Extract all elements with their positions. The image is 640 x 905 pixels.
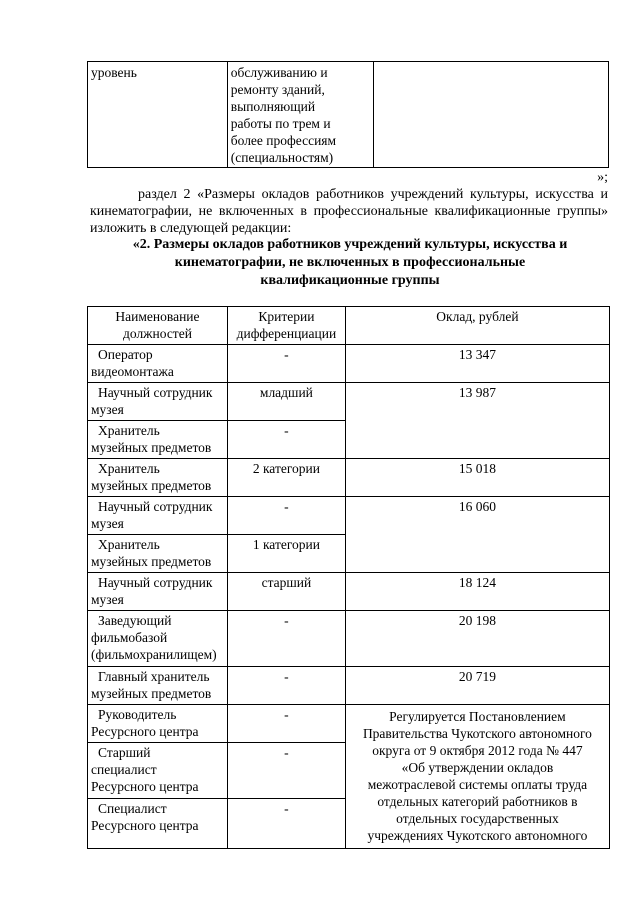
cell-criteria: - <box>227 345 345 383</box>
table-row <box>88 62 609 168</box>
cell-name: Руководитель Ресурсного центра <box>88 705 228 743</box>
table-row <box>88 611 610 667</box>
cell-name: Оператор видеомонтажа <box>88 345 228 383</box>
table-row <box>88 383 610 421</box>
table-row <box>88 705 610 743</box>
cell-salary: 18 124 <box>345 573 609 611</box>
amendment-paragraph: раздел 2 «Размеры окладов работников учреждений культуры, искусства и кинематографии, не включенных в профессиональные квалификационные группы» изложить в следующей редакции: <box>90 187 608 236</box>
cell-name: Научный сотрудник музея <box>88 497 228 535</box>
table-row <box>88 667 610 705</box>
table-header-row <box>88 307 610 345</box>
table-row <box>88 459 610 497</box>
cell-criteria: - <box>227 667 345 705</box>
closing-quote: »; <box>597 170 608 185</box>
table-row <box>88 497 610 535</box>
cell-name: Специалист Ресурсного центра <box>88 799 228 849</box>
top-continuation-table <box>87 61 609 168</box>
cell-criteria: - <box>227 421 345 459</box>
top-cell-level: уровень <box>88 62 228 168</box>
cell-criteria: 2 категории <box>227 459 345 497</box>
section-heading: «2. Размеры окладов работников учреждений культуры, искусства и кинематографии, не включенных в профессиональные квалификационные группы <box>132 237 568 288</box>
cell-salary: 16 060 <box>345 497 609 573</box>
top-cell-description: обслуживанию и ремонту зданий, выполняющий работы по трем и более профессиям (специальностям) <box>227 62 373 168</box>
cell-salary: 13 987 <box>345 383 609 459</box>
cell-criteria: - <box>227 705 345 743</box>
table-row <box>88 345 610 383</box>
cell-name: Старший специалист Ресурсного центра <box>88 743 228 799</box>
cell-name: Главный хранитель музейных предметов <box>88 667 228 705</box>
header-salary: Оклад, рублей <box>345 307 609 345</box>
salary-table <box>87 306 610 849</box>
cell-name: Хранитель музейных предметов <box>88 421 228 459</box>
cell-criteria: - <box>227 497 345 535</box>
cell-criteria: - <box>227 743 345 799</box>
top-cell-empty <box>373 62 608 168</box>
cell-name: Хранитель музейных предметов <box>88 459 228 497</box>
cell-salary: 13 347 <box>345 345 609 383</box>
cell-regulation: Регулируется Постановлением Правительства Чукотского автономного округа от 9 октября 2012 года № 447 «Об утверждении окладов межотраслевой системы оплаты труда отдельных категорий работников в отдельных государственных учреждениях Чукотского автономного <box>345 705 609 849</box>
cell-criteria: 1 категории <box>227 535 345 573</box>
table-row <box>88 573 610 611</box>
cell-salary: 15 018 <box>345 459 609 497</box>
cell-criteria: - <box>227 799 345 849</box>
cell-criteria: младший <box>227 383 345 421</box>
header-name: Наименование должностей <box>88 307 228 345</box>
cell-name: Научный сотрудник музея <box>88 573 228 611</box>
cell-salary: 20 198 <box>345 611 609 667</box>
cell-name: Хранитель музейных предметов <box>88 535 228 573</box>
cell-name: Заведующий фильмобазой (фильмохранилищем) <box>88 611 228 667</box>
cell-salary: 20 719 <box>345 667 609 705</box>
cell-criteria: - <box>227 611 345 667</box>
cell-criteria: старший <box>227 573 345 611</box>
header-criteria: Критерии дифференциации <box>227 307 345 345</box>
cell-name: Научный сотрудник музея <box>88 383 228 421</box>
